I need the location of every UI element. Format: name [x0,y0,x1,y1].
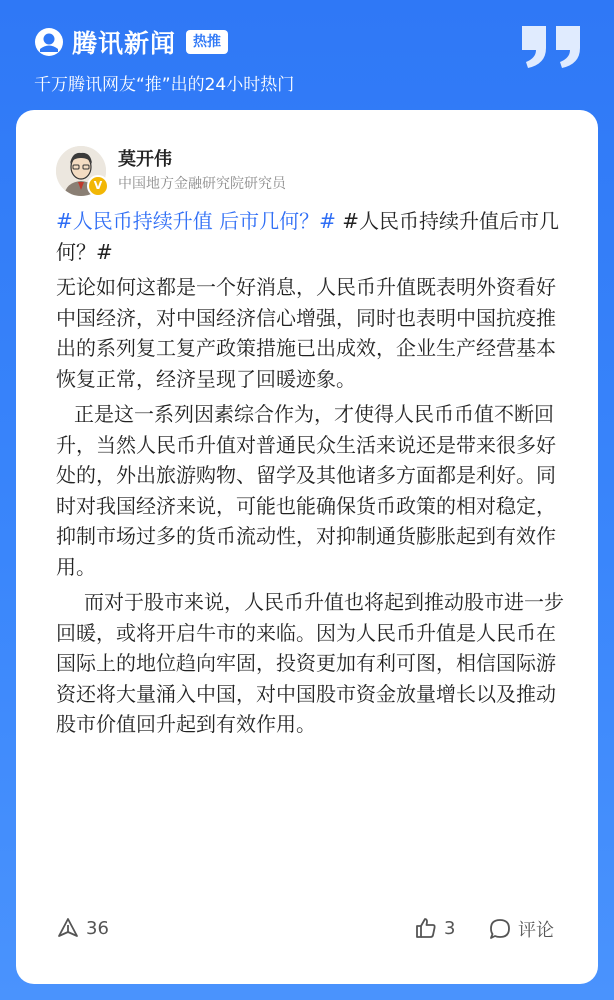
author-name[interactable]: 莫开伟 [118,149,172,170]
tencent-news-logo-icon [34,27,64,57]
verified-icon: V [87,175,109,197]
author-row[interactable] [56,146,286,196]
comment-button[interactable] [488,916,554,942]
comment-icon [488,917,512,941]
hot-badge: 热推 [186,30,228,54]
app-header [0,0,614,110]
share-icon [56,916,80,940]
quote-mark-icon [520,24,584,70]
avatar-wrapper[interactable] [56,146,106,196]
topic-plain: #人民币持续升值后市几何？# [56,209,559,264]
paragraph-1: 无论如何这都是一个好消息，人民币升值既表明外资看好中国经济，对中国经济信心增强，同时也表明中国抗疫推出的系列复工复产政策措施已出成效，企业生产经营基本恢复正常，经济呈现了回暖迹象。 [56,275,556,391]
share-count: 36 [86,917,109,939]
author-title: 中国地方金融研究院研究员 [118,176,286,192]
action-bar [56,916,564,946]
brand-name: 腾讯新闻 [72,29,177,58]
like-count: 3 [444,917,456,939]
comment-label: 评论 [518,920,554,941]
topic-link[interactable]: #人民币持续升值 后市几何？# [56,209,336,233]
brand-row [34,24,228,60]
topic-line [56,206,564,267]
author-info [118,148,286,194]
header-tagline: 千万腾讯网友“推”出的24小时热门 [34,75,295,95]
like-button[interactable] [414,916,455,940]
post-content [56,206,564,745]
share-button[interactable] [56,916,109,940]
post-card [16,110,598,984]
thumbs-up-icon [414,916,438,940]
paragraph-3: 而对于股市来说，人民币升值也将起到推动股市进一步回暖，或将开启牛市的来临。因为人民币升值是人民币在国际上的地位趋向牢固，投资更加有利可图，相信国际游资还将大量涌入中国，对中国股市资金放量增长以及推动股市价值回升起到有效作用。 [56,590,564,736]
paragraph-2: 正是这一系列因素综合作为，才使得人民币币值不断回升，当然人民币升值对普通民众生活来说还是带来很多好处的，外出旅游购物、留学及其他诸多方面都是利好。同时对我国经济来说，可能也能确保货币政策的相对稳定，抑制市场过多的货币流动性，对抑制通货膨胀起到有效作用。 [56,402,556,579]
